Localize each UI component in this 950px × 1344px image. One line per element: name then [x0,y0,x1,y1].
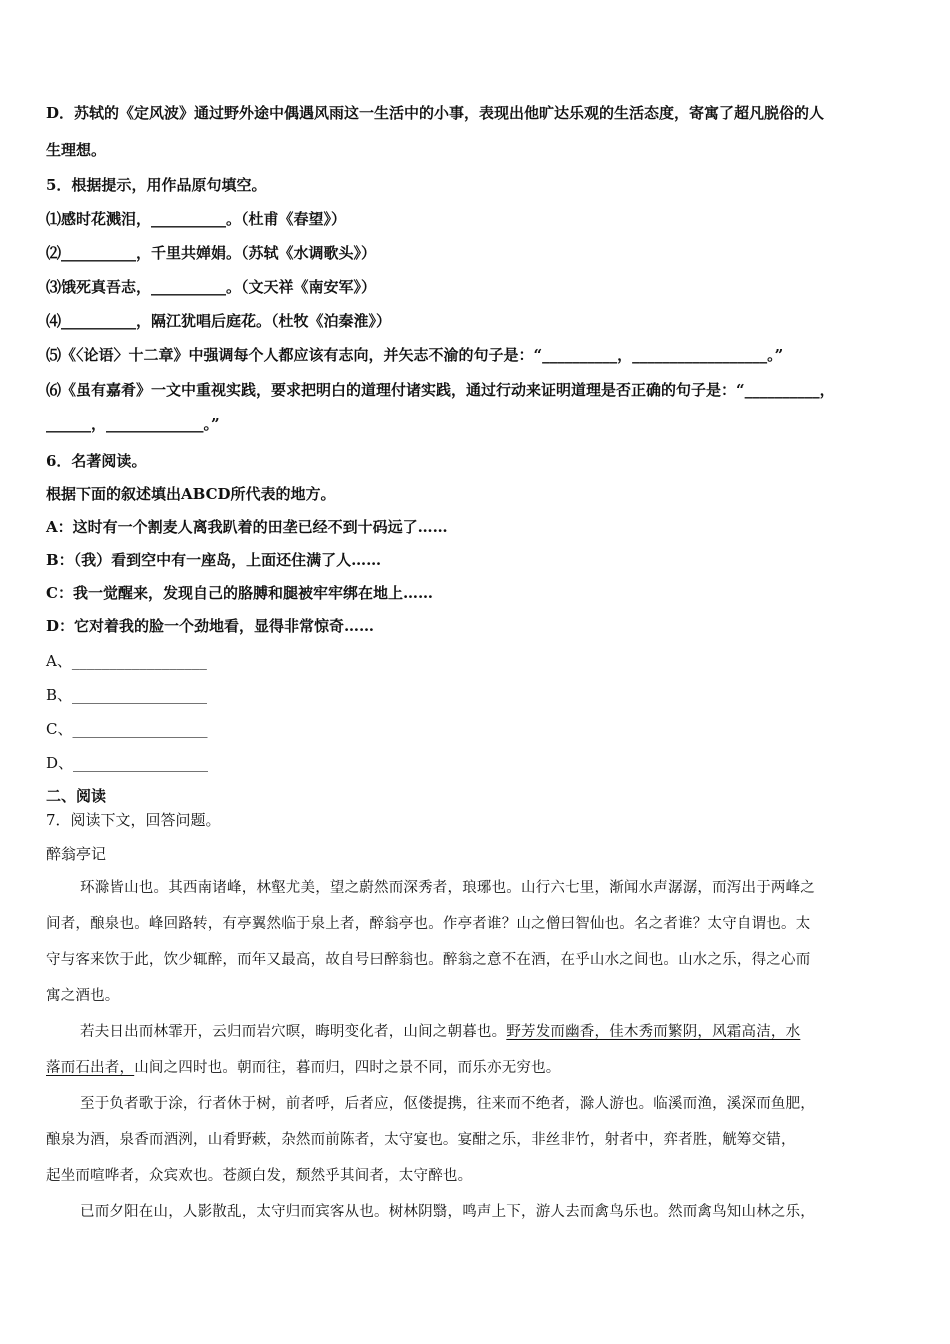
q6-instruction: 根据下面的叙述填出ABCD所代表的地方。 [46,485,336,503]
q7-p1-line3: 守与客来饮于此，饮少辄醉，而年又最高，故自号曰醉翁也。醉翁之意不在酒，在乎山水之间也。山水之乐，得之心而 [46,952,811,968]
section2-heading: 二、阅读 [46,787,107,805]
q6-blank-d: D、__________________ [46,754,209,772]
q7-p2-line2 [46,1058,920,1078]
q4-option-d-line2: 生理想。 [46,141,107,159]
q6-statement-a: A：这时有一个割麦人离我趴着的田垄已经不到十码远了…… [46,518,448,536]
q5-item-2: ⑵__________，千里共婵娟。（苏轼《水调歌头》） [46,244,377,262]
q5-item-3: ⑶饿死真吾志，__________。（文天祥《南安军》） [46,278,377,296]
q7-p3-line3: 起坐而喧哗者，众宾欢也。苍颜白发，颓然乎其间者，太守醉也。 [46,1168,473,1184]
q6-heading: 6．名著阅读。 [46,452,147,470]
q7-p2-line2-plain: 山间之四时也。朝而往，暮而归，四时之景不同，而乐亦无穷也。 [134,1060,561,1076]
q4-option-d-line1: D．苏轼的《定风波》通过野外途中偶遇风雨这一生活中的小事，表现出他旷达乐观的生活态度，寄寓了超凡脱俗的人 [46,104,825,122]
q5-item-6-cont: ______，_____________。” [46,415,220,433]
q6-statement-b: B：（我）看到空中有一座岛，上面还住满了人…… [46,551,382,569]
q7-p2-underlined-sentence-end: 落而石出者， [46,1060,135,1076]
q7-p2-underlined-sentence: 野芳发而幽香，佳木秀而繁阴，风霜高洁，水 [506,1024,801,1040]
q7-p1-line1: 环滁皆山也。其西南诸峰，林壑尤美，望之蔚然而深秀者，琅琊也。山行六七里，渐闻水声潺潺，而泻出于两峰之 [80,880,815,896]
q7-p3-line2: 酿泉为酒，泉香而酒洌，山肴野蔌，杂然而前陈者，太守宴也。宴酣之乐，非丝非竹，射者中，弈者胜，觥筹交错， [46,1132,796,1148]
q6-statement-c: C：我一觉醒来，发现自己的胳膊和腿被牢牢绑在地上…… [46,584,433,602]
q7-p1-line2: 间者，酿泉也。峰回路转，有亭翼然临于泉上者，醉翁亭也。作亭者谁？山之僧曰智仙也。名之者谁？太守自谓也。太 [46,916,811,932]
q6-blank-c: C、__________________ [46,720,208,738]
q7-p3-line1: 至于负者歌于涂，行者休于树，前者呼，后者应，伛偻提携，往来而不绝者，滁人游也。临溪而渔，溪深而鱼肥， [80,1096,815,1112]
q6-statement-d: D：它对着我的脸一个劲地看，显得非常惊奇…… [46,617,375,635]
q5-heading: 5．根据提示，用作品原句填空。 [46,176,267,194]
q7-passage-title: 醉翁亭记 [46,845,107,863]
q5-item-5: ⑸《〈论语〉十二章》中强调每个人都应该有志向，并矢志不渝的句子是：“__________，__________________。” [46,346,784,364]
q5-item-6: ⑹《虽有嘉肴》一文中重视实践，要求把明白的道理付诸实践，通过行动来证明道理是否正确的句子是：“__________， [46,381,835,399]
q6-blank-b: B、__________________ [46,686,208,704]
q7-p4-line1: 已而夕阳在山，人影散乱，太守归而宾客从也。树林阴翳，鸣声上下，游人去而禽鸟乐也。然而禽鸟知山林之乐， [80,1204,815,1220]
q7-p2-line1-plain: 若夫日出而林霏开，云归而岩穴暝，晦明变化者，山间之朝暮也。 [80,1024,507,1040]
q7-p1-line4: 寓之酒也。 [46,988,120,1004]
q5-item-1: ⑴感时花溅泪，__________。（杜甫《春望》） [46,210,347,228]
q7-p2-line1 [80,1022,920,1042]
q6-blank-a: A、__________________ [46,652,207,670]
q7-heading: 7．阅读下文，回答问题。 [46,811,221,829]
q5-item-4: ⑷__________，隔江犹唱后庭花。（杜牧《泊秦淮》） [46,312,392,330]
